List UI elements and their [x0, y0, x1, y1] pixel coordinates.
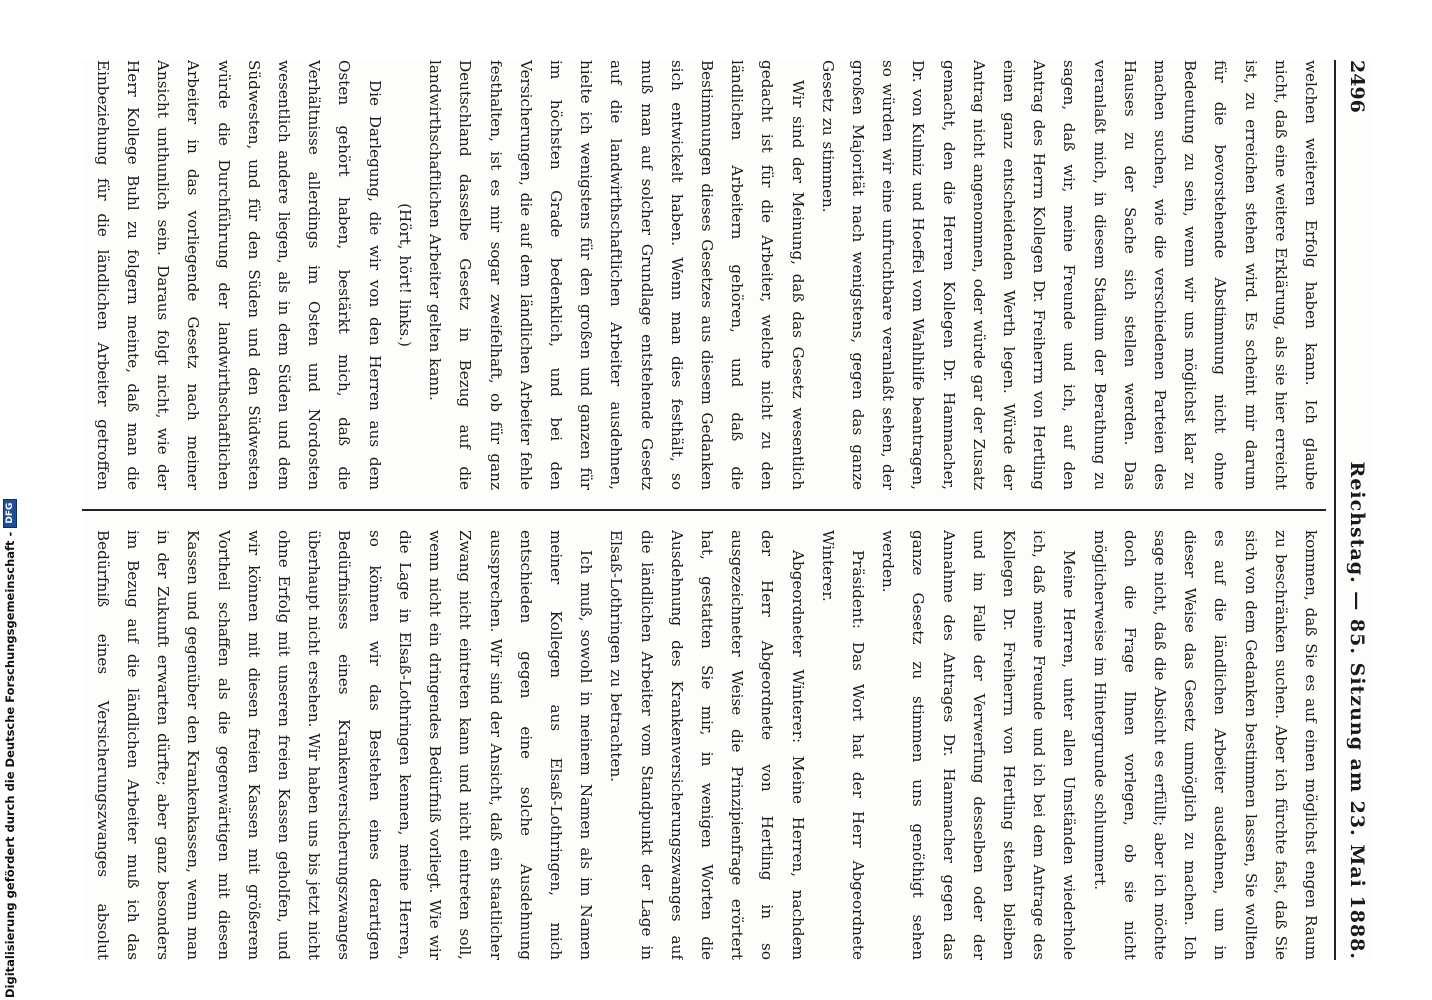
interjection: (Hört, hört! links.): [395, 203, 414, 347]
text-column-left: [82, 60, 1326, 490]
digitization-credit: [3, 499, 17, 998]
paragraph: Wir sind der Meinung, daß das Gesetz wesentlich gedacht ist für die Arbeiter, welche nicht zu den ländlichen Arbeitern gehören, und daß die Bestimmungen dieses Gesetzes aus diesem Gedanken sich entwickelt haben. Wenn man dies festhält, so muß man auf solcher Grundlage entstehende Gesetz auf die landwirthschaftlichen Arbeiter ausdehnen, hielte ich wenigstens für den großen und ganzen für im höchsten Grade bedenklich, und bei den Versicherungen, die auf dem ländlichen Arbeiter fehle festhalten, ist es mir sogar zweifelhaft, ob für ganz Deutschland dasselbe Gesetz in Bezug auf die landwirthschaftlichen Arbeiter gelten kann.: [426, 60, 807, 490]
paragraph: welchen weiteren Erfolg haben kann. Ich glaube nicht, daß eine weitere Erklärung, als sie hier erreicht ist, zu erreichen stehen wird. Es scheint mir darum für die bevorstehende Abstimmung nicht ohne Bedeutung zu sein, wenn wir uns möglichst klar zu machen suchen, wie die verschiedenen Parteien des Hauses zu der Sache sich stellen werden. Das veranlaßt mich, in diesem Stadium der Berathung zu sagen, daß wir, meine Freunde und ich, auf den Antrag des Herrn Kollegen Dr. Freiherrn von Hertling einen ganz entscheidenden Werth legen. Würde der Antrag nicht angenommen, oder würde gar der Zusatz gemacht, den die Herren Kollegen Dr. Hammacher, Dr. von Kulmiz und Hoeffel vom Wahlhilfe beantragen, so würden wir eine unfruchtbare veranlaßt sehen, der großen Majorität nach wenigstens, gegen das ganze Gesetz zu stimmen.: [818, 60, 1320, 490]
header-rule: [1334, 60, 1336, 960]
paragraph: Meine Herren, unter allen Umständen wiederhole ich, daß meine Freunde und ich bei dem Antrage des Kollegen Dr. Freiherrn von Hertling stehen bleiben und im Falle der Verwerfung desselben oder der Annahme des Antrages Dr. Hammacher gegen das ganze Gesetz zu stimmen uns genöthigt sehen werden.: [879, 530, 1079, 960]
column-divider: [82, 509, 1326, 511]
paragraph: Ich muß, sowohl in meinem Namen als im Namen meiner Kollegen aus Elsaß-Lothringen, mich entschieden gegen eine solche Ausdehnung aussprechen. Wir sind der Ansicht, daß ein staatlicher Zwang nicht eintreten kann und nicht eintreten soll, wenn nicht ein dringendes Bedürfniß vorliegt. Wie wir die Lage in Elsaß-Lothringen kennen, meine Herren, so können wir das Bestehen eines derartigen Bedürfnisses eines Krankenversicherungszwanges überhaupt nicht ersehen. Wir haben uns bis jetzt nicht ohne Erfolg mit unseren freien Kassen geholfen, und wir können mit diesen freien Kassen mit größerem Vortheil schaffen als die gegenwärtigen mit diesen Kassen und gegenüber den Krankenkassen, wenn man in der Zukunft erwarten dürfte; aber ganz besonders im Bezug auf die ländlichen Arbeiter muß ich das Bedürfniß eines Versicherungszwanges absolut: [93, 530, 596, 960]
paragraph: Die Darlegung, die wir von den Herren aus dem Osten gehört haben, bestärkt mich, daß die Verhältnisse allerdings im Osten und Nordosten wesentlich andere liegen, als in dem Süden und dem Südwesten, und für den Süden und den Südwesten würde die Durchführung der landwirthschaftlichen Arbeiter in das vorliegende Gesetz nach meiner Ansicht unthunlich sein. Daraus folgt nicht, wie der Herr Kollege Buhl zu folgern meinte, daß man die Einbeziehung für die ländlichen Arbeiter getroffen: [93, 60, 384, 490]
speaker-paragraph: Abgeordneter Winterer: Meine Herren, nachdem der Herr Abgeordnete von Hertling in so ausgezeichneter Weise die Prinzipienfrage erörtert hat, gestatten Sie mir, in wenigen Worten die Ausdehnung des Krankenversicherungszwanges auf die ländlichen Arbeiter vom Standpunkt der Lage in Elsaß-Lothringen zu betrachten.: [607, 530, 807, 960]
paragraph: kommen, daß Sie es auf einen möglichst engen Raum zu beschränken suchen. Aber ich fürchte fast, daß Sie sich von dem Gedanken bestimmen lassen, Sie wollten es auf die ländlichen Arbeiter ausdehnen, um in dieser Weise das Gesetz unmöglich zu machen. Ich sage nicht, daß die Absicht es erfüllt; aber ich möchte doch die Frage Ihnen vorlegen, ob sie nicht möglicherweise im Hintergrunde schlummert.: [1090, 530, 1320, 960]
text-column-right: [82, 530, 1326, 960]
dfg-logo: DFG: [3, 499, 17, 528]
running-head: [1338, 60, 1372, 960]
speaker-paragraph: Präsident: Das Wort hat der Herr Abgeordnete Winterer.: [818, 530, 867, 960]
credit-text: Digitalisierung gefördert durch die Deutsche Forschungsgemeinschaft -: [3, 531, 17, 998]
document-page: [82, 60, 1372, 960]
page-header-title: Reichstag. — 85. Sitzung am 23. Mai 1888.: [1346, 461, 1368, 960]
page-number: 2496: [1346, 60, 1368, 113]
